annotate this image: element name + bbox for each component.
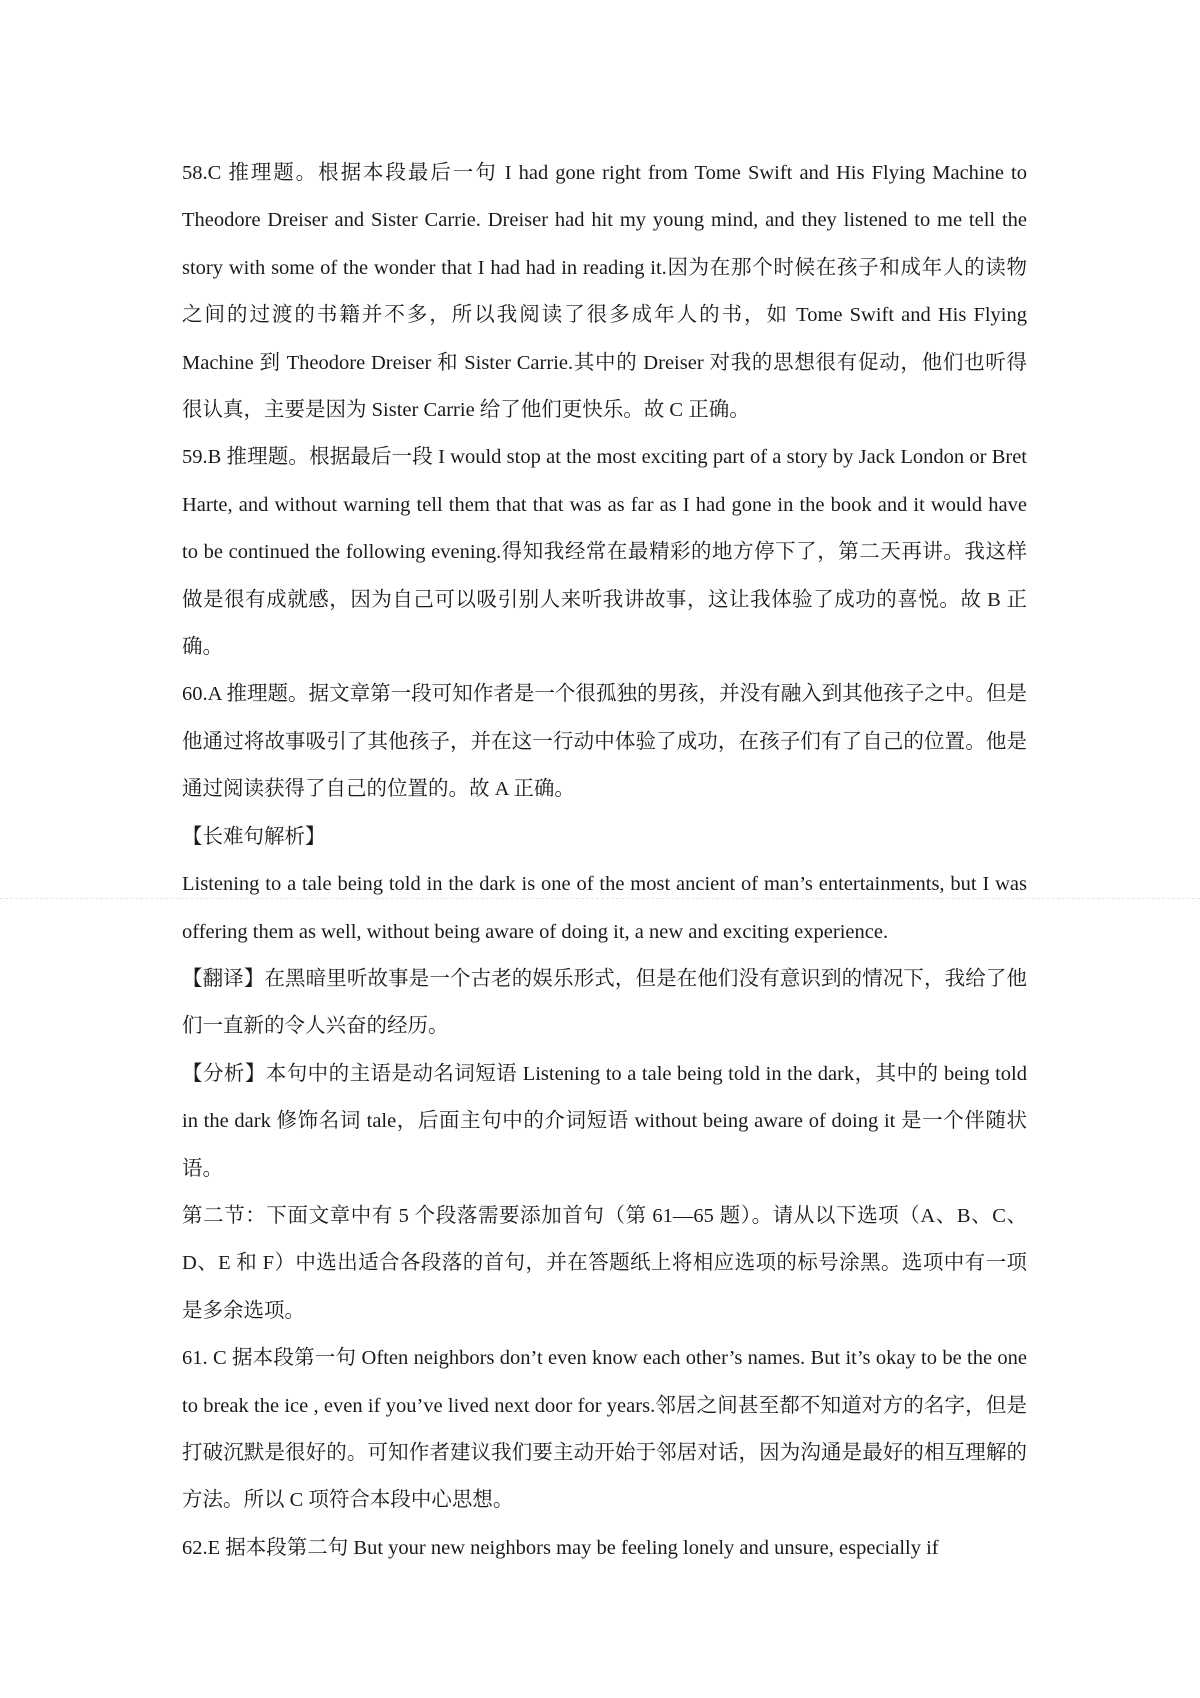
translation-paragraph: 【翻译】在黑暗里听故事是一个古老的娱乐形式，但是在他们没有意识到的情况下，我给了他们一直新的令人兴奋的经历。 — [182, 967, 1027, 1038]
long-sentence-text: Listening to a tale being told in the dark is one of the most ancient of man’s entertainments, but I was offering them as well, without being aware of doing it, a new and exciting experience. — [182, 873, 1027, 943]
answer-61: 61. C 据本段第一句 Often neighbors don’t even know each other’s names. But it’s okay to be the one to break the ice , even if you’ve lived next door for years.邻居之间甚至都不知道对方的名字，但是打破沉默是很好的。可知作者建议我们要主动开始于邻居对话，因为沟通是最好的相互理解的方法。所以 C 项符合本段中心思想。 — [182, 1347, 1027, 1512]
answer-59: 59.B 推理题。根据最后一段 I would stop at the most exciting part of a story by Jack London or Bret Harte, and without warning tell them that that was as far as I had gone in the book and it would have to be continued the following evening.得知我经常在最精彩的地方停下了，第二天再讲。我这样做是很有成就感，因为自己可以吸引别人来听我讲故事，这让我体验了成功的喜悦。故 B 正确。 — [182, 446, 1027, 659]
section-heading-long-sentence: 【长难句解析】 — [182, 825, 326, 848]
answer-62: 62.E 据本段第二句 But your new neighbors may be feeling lonely and unsure, especially if — [182, 1536, 939, 1559]
document-body — [182, 150, 1027, 1572]
section-two-instructions: 第二节：下面文章中有 5 个段落需要添加首句（第 61—65 题）。请从以下选项（A、B、C、D、E 和 F）中选出适合各段落的首句，并在答题纸上将相应选项的标号涂黑。选项中有一项是多余选项。 — [182, 1204, 1027, 1322]
answer-58: 58.C 推理题。根据本段最后一句 I had gone right from Tome Swift and His Flying Machine to Theodore Dreiser and Sister Carrie. Dreiser had hit my young mind, and they listened to me tell the story with some of the wonder that I had had in reading it.因为在那个时候在孩子和成年人的读物之间的过渡的书籍并不多，所以我阅读了很多成年人的书，如 Tome Swift and His Flying Machine 到 Theodore Dreiser 和 Sister Carrie.其中的 Dreiser 对我的思想很有促动，他们也听得很认真，主要是因为 Sister Carrie 给了他们更快乐。故 C 正确。 — [182, 162, 1027, 422]
answer-60: 60.A 推理题。据文章第一段可知作者是一个很孤独的男孩，并没有融入到其他孩子之中。但是他通过将故事吸引了其他孩子，并在这一行动中体验了成功，在孩子们有了自己的位置。他是通过阅读获得了自己的位置的。故 A 正确。 — [182, 683, 1027, 801]
analysis-paragraph: 【分析】本句中的主语是动名词短语 Listening to a tale being told in the dark，其中的 being told in the dark 修饰名词 tale，后面主句中的介词短语 without being aware of doing it 是一个伴随状语。 — [182, 1062, 1027, 1180]
